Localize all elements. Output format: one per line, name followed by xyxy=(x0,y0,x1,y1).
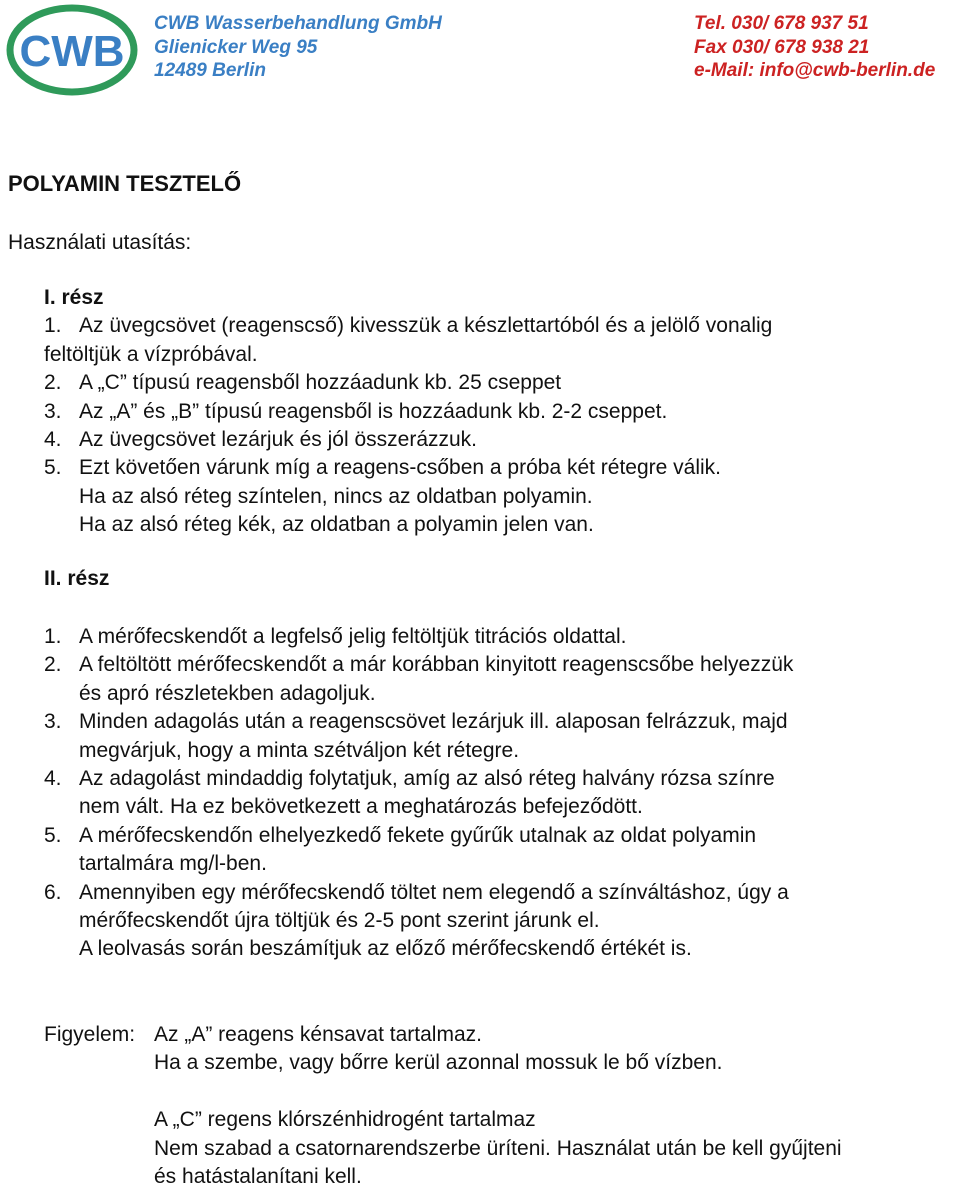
email-address: e-Mail: info@cwb-berlin.de xyxy=(694,60,936,81)
list-item xyxy=(44,822,793,850)
step-number: 2. xyxy=(44,371,62,395)
step-number: 6. xyxy=(44,880,62,904)
cwb-logo xyxy=(6,4,138,96)
warning-line: A „C” regens klórszénhidrogént tartalmaz xyxy=(154,1108,536,1132)
list-item xyxy=(44,312,772,340)
phone-number: Tel. 030/ 678 937 51 xyxy=(694,13,869,34)
step-text: mérőfecskendőt újra töltjük és 2-5 pont szerint járunk el. xyxy=(79,909,600,933)
step-number: 1. xyxy=(44,314,62,338)
list-item xyxy=(44,879,793,907)
step-text: és apró részletekben adagoljuk. xyxy=(79,681,376,705)
company-name: CWB Wasserbehandlung GmbH xyxy=(154,13,442,34)
part-2-heading: II. rész xyxy=(44,567,110,590)
company-contact xyxy=(694,12,935,83)
warning-label: Figyelem: xyxy=(44,1023,136,1046)
step-text: Az üvegcsövet (reagenscső) kivesszük a készlettartóból és a jelölő vonalig xyxy=(79,314,773,338)
step-text: Ezt követően várunk míg a reagens-csőben a próba két rétegre válik. xyxy=(79,456,722,480)
list-item xyxy=(44,708,793,736)
part-1-section xyxy=(44,284,772,540)
step-number: 5. xyxy=(44,456,62,480)
step-text-continuation: feltöltjük a vízpróbával. xyxy=(44,342,258,366)
company-address xyxy=(154,12,442,83)
warning-line: Az „A” reagens kénsavat tartalmaz. xyxy=(154,1023,482,1046)
step-text: A leolvasás során beszámítjuk az előző mérőfecskendő értékét is. xyxy=(79,937,692,961)
document-title: POLYAMIN TESZTELŐ xyxy=(8,171,242,196)
step-text: A feltöltött mérőfecskendőt a már korábban kinyitott reagenscsőbe helyezzük xyxy=(79,653,794,677)
step-text: Ha az alsó réteg színtelen, nincs az oldatban polyamin. xyxy=(79,484,593,508)
step-text: tartalmára mg/l-ben. xyxy=(79,852,267,876)
part-1-heading: I. rész xyxy=(44,286,104,309)
step-text: Az üvegcsövet lezárjuk és jól összerázzuk. xyxy=(79,428,478,452)
list-item xyxy=(44,623,793,651)
warning-line: Ha a szembe, vagy bőrre kerül azonnal mossuk le bő vízben. xyxy=(154,1051,723,1075)
step-text: A mérőfecskendőt a legfelső jelig feltöltjük titrációs oldattal. xyxy=(79,625,627,648)
part-2-section xyxy=(44,623,793,964)
step-text: Amennyiben egy mérőfecskendő töltet nem elegendő a színváltáshoz, úgy a xyxy=(79,880,789,904)
list-item xyxy=(44,651,793,679)
list-item xyxy=(44,369,772,397)
step-text: Az adagolást mindaddig folytatjuk, amíg az alsó réteg halvány rózsa színre xyxy=(79,767,775,791)
list-item xyxy=(44,765,793,793)
step-number: 3. xyxy=(44,399,62,423)
company-city: 12489 Berlin xyxy=(154,60,266,81)
step-number: 5. xyxy=(44,823,62,847)
step-number: 4. xyxy=(44,767,62,791)
step-number: 1. xyxy=(44,625,62,648)
step-text: Az „A” és „B” típusú reagensből is hozzáadunk kb. 2-2 cseppet. xyxy=(79,399,668,423)
list-item xyxy=(44,398,772,426)
step-number: 2. xyxy=(44,653,62,677)
warning-line: Nem szabad a csatornarendszerbe üríteni. Használat után be kell gyűjteni xyxy=(154,1136,842,1160)
step-text: nem vált. Ha ez bekövetkezett a meghatározás befejeződött. xyxy=(79,795,643,819)
logo-text: CWB xyxy=(19,27,125,76)
step-text: Minden adagolás után a reagenscsövet lezárjuk ill. alaposan felrázzuk, majd xyxy=(79,710,788,734)
instructions-heading: Használati utasítás: xyxy=(8,231,192,254)
step-text: Ha az alsó réteg kék, az oldatban a polyamin jelen van. xyxy=(79,513,594,537)
warning-line: és hatástalanítani kell. xyxy=(154,1165,362,1189)
fax-number: Fax 030/ 678 938 21 xyxy=(694,36,870,58)
list-item xyxy=(44,426,772,454)
warning-text xyxy=(154,1021,960,1191)
warning-spacer xyxy=(154,1078,960,1106)
step-number: 4. xyxy=(44,428,62,452)
list-item xyxy=(44,454,772,482)
step-text: A mérőfecskendőn elhelyezkedő fekete gyűrűk utalnak az oldat polyamin xyxy=(79,823,757,847)
step-text: A „C” típusú reagensből hozzáadunk kb. 25 cseppet xyxy=(79,371,562,395)
step-text: megvárjuk, hogy a minta szétváljon két rétegre. xyxy=(79,738,520,762)
step-number: 3. xyxy=(44,710,62,734)
company-street: Glienicker Weg 95 xyxy=(154,36,318,58)
